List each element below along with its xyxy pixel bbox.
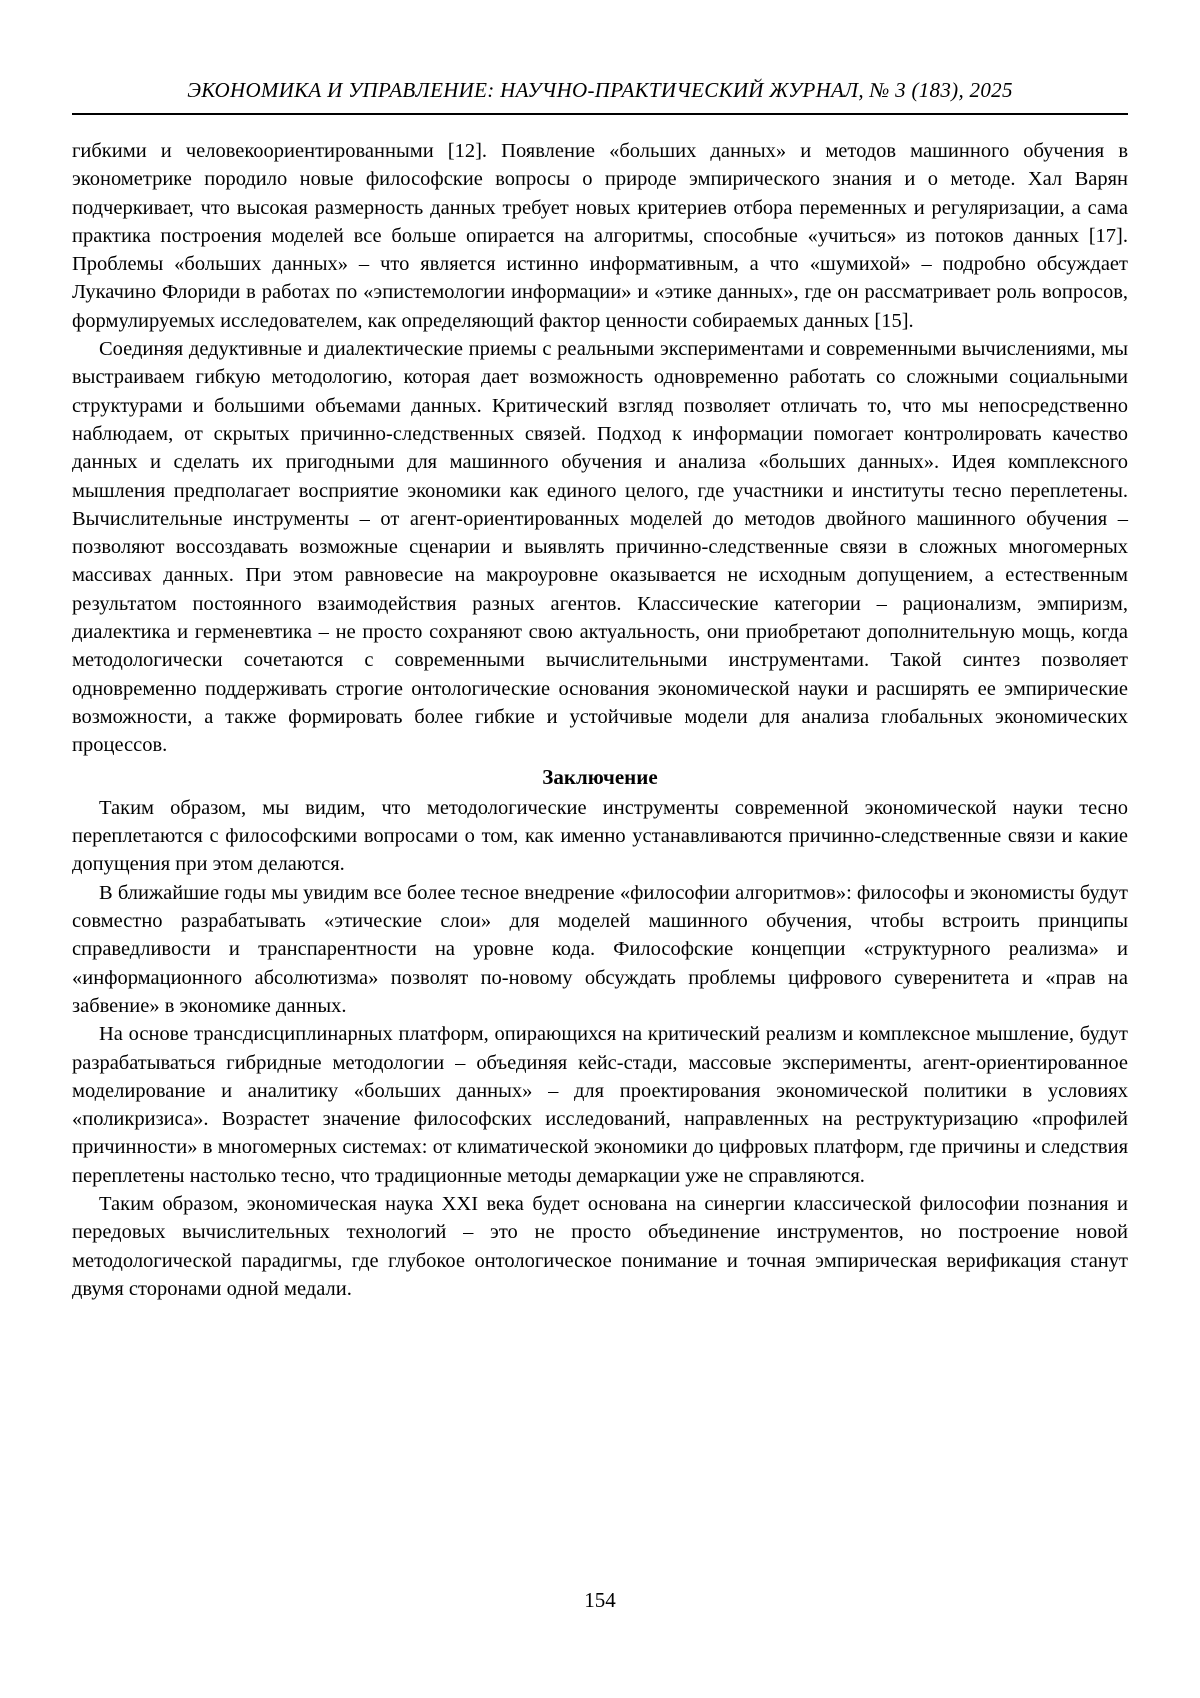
page-number: 154 [584,1588,616,1612]
journal-page [72,0,1128,1698]
body-paragraph: На основе трансдисциплинарных платформ, опирающихся на критический реализм и комплексное мышление, будут разрабатываться гибридные методологии – объединяя кейс-стади, массовые эксперименты, агент-ориентированное моделирование и аналитику «больших данных» – для проектирования экономической политики в условиях «поликризиса». Возрастет значение философских исследований, направленных на реструктуризацию «профилей причинности» в многомерных системах: от климатической экономики до цифровых платформ, где причины и следствия переплетены настолько тесно, что традиционные методы демаркации уже не справляются. [72,1023,1128,1187]
body-paragraph: Таким образом, мы видим, что методологические инструменты современной экономической науки тесно переплетаются с философскими вопросами о том, как именно устанавливаются причинно-следственные связи и какие допущения при этом делаются. [72,796,1128,876]
article-body [72,137,1128,1303]
body-paragraph: Таким образом, экономическая наука XXI века будет основана на синергии классической философии познания и передовых вычислительных технологий – это не просто объединение инструментов, но построение новой методологической парадигмы, где глубокое онтологическое понимание и точная эмпирическая верификация станут двумя сторонами одной медали. [72,1192,1128,1300]
section-heading-conclusion: Заключение [542,764,658,789]
body-paragraph: гибкими и человекоориентированными [12]. Появление «больших данных» и методов машинного обучения в эконометрике породило новые философские вопросы о природе эмпирического знания и о методе. Хал Варян подчеркивает, что высокая размерность данных требует новых критериев отбора переменных и регуляризации, а сама практика построения моделей все больше опирается на алгоритмы, способные «учиться» из потоков данных [17]. Проблемы «больших данных» – что является истинно информативным, а что «шумихой» – подробно обсуждает Лукачино Флориди в работах по «эпистемологии информации» и «этике данных», где он рассматривает роль вопросов, формулируемых исследователем, как определяющий фактор ценности собираемых данных [15]. [72,140,1128,332]
body-paragraph: В ближайшие годы мы увидим все более тесное внедрение «философии алгоритмов»: философы и экономисты будут совместно разрабатывать «этические слои» для моделей машинного обучения, чтобы встроить принципы справедливости и транспарентности на уровне кода. Философские концепции «структурного реализма» и «информационного абсолютизма» позволят по-новому обсуждать проблемы цифрового суверенитета и «прав на забвение» в экономике данных. [72,881,1128,1017]
body-paragraph: Соединяя дедуктивные и диалектические приемы с реальными экспериментами и современными вычислениями, мы выстраиваем гибкую методологию, которая дает возможность одновременно работать со сложными социальными структурами и большими объемами данных. Критический взгляд позволяет отличать то, что мы непосредственно наблюдаем, от скрытых причинно-следственных связей. Подход к информации помогает контролировать качество данных и сделать их пригодными для машинного обучения и анализа «больших данных». Идея комплексного мышления предполагает восприятие экономики как единого целого, где участники и институты тесно переплетены. Вычислительные инструменты – от агент-ориентированных моделей до методов двойного машинного обучения – позволяют воссоздавать возможные сценарии и выявлять причинно-следственные связи в сложных многомерных массивах данных. При этом равновесие на макроуровне оказывается не исходным допущением, а естественным результатом постоянного взаимодействия разных агентов. Классические категории – рационализм, эмпиризм, диалектика и герменевтика – не просто сохраняют свою актуальность, они приобретают дополнительную мощь, когда методологически сочетаются с современными вычислительными инструментами. Такой синтез позволяет одновременно поддерживать строгие онтологические основания экономической науки и расширять ее эмпирические возможности, а также формировать более гибкие и устойчивые модели для анализа глобальных экономических процессов. [72,338,1128,757]
running-head: ЭКОНОМИКА И УПРАВЛЕНИЕ: НАУЧНО-ПРАКТИЧЕСКИЙ ЖУРНАЛ, № 3 (183), 2025 [72,78,1128,115]
